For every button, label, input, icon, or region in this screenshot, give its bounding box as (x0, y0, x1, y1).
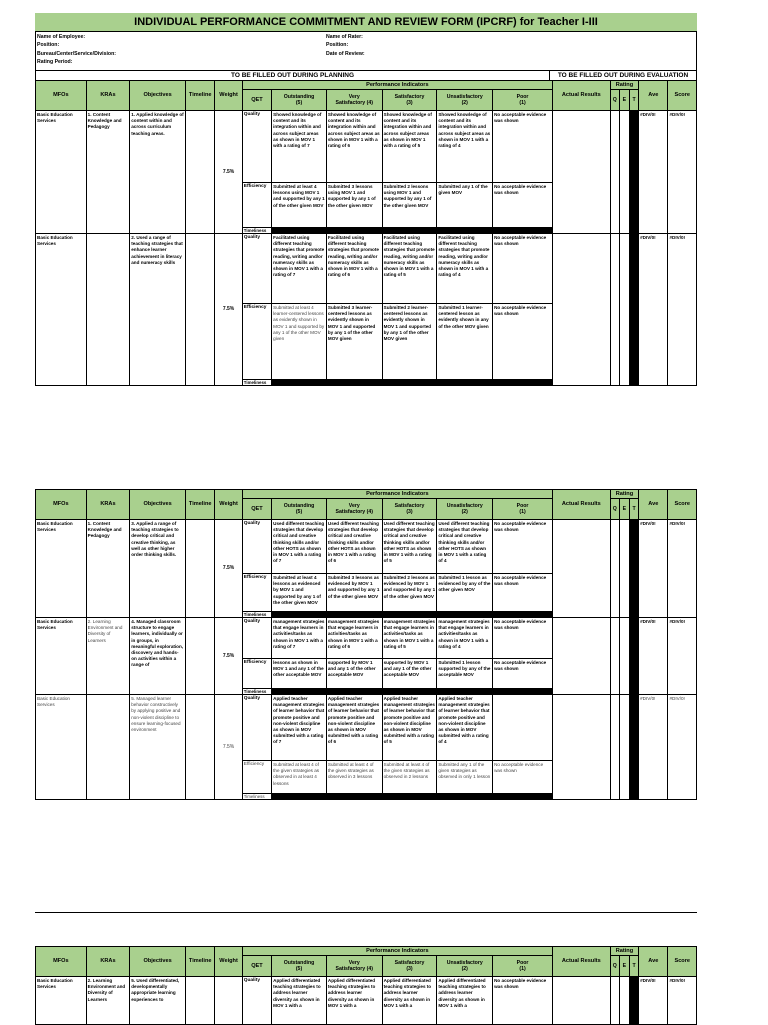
indicator-cell: Submitted at least 4 of the given strategies as observed in at least 4 lessons (272, 761, 327, 794)
indicator-cell: Facilitated using different teaching strategies that promote reading, writing and/or numeracy skills as shown in MOV 1 with a rating of 6 (326, 234, 382, 304)
ave-cell: #DIV/0! (639, 618, 668, 695)
quality-label: Quality (242, 618, 271, 659)
header-kras: KRAs (86, 81, 130, 111)
rating-t-blocked (629, 618, 638, 695)
very-satisfactory-label: Very (348, 94, 360, 100)
header-score: Score (668, 947, 697, 977)
objective-cell: 2. Used a range of teaching strategies that enhance learner achievement in literacy and numeracy skills (130, 234, 186, 386)
indicator-cell: No acceptable evidence was shown (493, 618, 553, 659)
poor-score: (1) (519, 966, 526, 972)
quality-label: Quality (242, 111, 271, 183)
indicator-cell: Showed knowledge of content and its integration within and across subject areas as shown in MOV 1 with a rating of 5 (382, 111, 437, 183)
indicator-cell: Applied teacher management strategies of learner behavior that promote positive and non-violent discipline as shown in MOV submitted with a rating of 6 (326, 695, 382, 761)
objective-cell: 3. Applied a range of teaching strategies to develop critical and creative thinking, as well as other higher order thinking skills. (130, 520, 186, 618)
weight-cell: 7.5% (215, 695, 242, 800)
indicator-cell: Submitted 3 lessons as evidenced by MOV 1 and supported by any 1 of the other given MOV (326, 574, 382, 612)
timeline-cell[interactable] (186, 234, 215, 386)
header-rating: Rating (610, 81, 638, 90)
very-satisfactory-label: Very (348, 960, 360, 966)
kra-cell (86, 695, 130, 800)
satisfactory-score: (3) (406, 100, 413, 106)
header-unsatisfactory (437, 499, 493, 520)
score-cell: #DIV/0! (668, 111, 697, 234)
objective-cell: 4. Managed classroom structure to engage learners, individually or in groups, in meaningful exploration, discovery and hands-on activities within a range of (130, 618, 186, 695)
satisfactory-score: (3) (406, 966, 413, 972)
header-weight: Weight (215, 81, 242, 111)
indicator-cell: Showed knowledge of content and its integration within and across subject areas as shown in MOV 1 with a rating of 7 (272, 111, 327, 183)
indicator-cell: Applied differentiated teaching strategies to address learner diversity as shown in MOV 1 with a (326, 977, 382, 1025)
mfo-cell: Basic Education Services (36, 234, 87, 386)
ave-cell: #DIV/0! (639, 520, 668, 618)
timeliness-label: Timeliness (242, 228, 271, 234)
indicator-cell: Submitted at least 4 of the given strategies as observed in 3 lessons (326, 761, 382, 794)
kra-cell: 1. Content Knowledge and Pedagogy (86, 111, 130, 234)
indicator-cell: supported by MOV 1 and any 1 of the other acceptable MOV (326, 659, 382, 689)
indicator-cell: Submitted 2 lessons using MOV 1 and supported by any 1 of the other given MOV (382, 183, 437, 228)
weight-cell (215, 977, 242, 1025)
weight-cell: 7.5% (215, 618, 242, 695)
header-performance-indicators: Performance Indicators (242, 490, 552, 499)
header-rating-e: E (619, 956, 629, 977)
indicator-cell: Submitted 3 learner-centered lessons as evidently shown in MOV 1 and supported by any 1 of the other MOV given (326, 304, 382, 380)
header-rating-t: T (629, 90, 638, 111)
header-performance-indicators: Performance Indicators (242, 947, 552, 956)
header-rating: Rating (610, 947, 638, 956)
timeliness-label: Timeliness (242, 380, 271, 386)
header-outstanding (272, 90, 327, 111)
header-rating-e: E (619, 499, 629, 520)
page-divider (35, 912, 697, 913)
kra-cell: 2. Learning Environment and Diversity of Learners (86, 618, 130, 695)
timeline-cell[interactable] (186, 520, 215, 618)
rating-e-input[interactable] (619, 618, 629, 695)
timeliness-blocked (272, 794, 553, 800)
header-rating: Rating (610, 490, 638, 499)
kra-cell (86, 234, 130, 386)
header-qet: QET (242, 956, 271, 977)
employee-name-label: Name of Employee: (37, 34, 86, 40)
ipcrf-table-page2 (35, 489, 697, 800)
phase-bar (35, 71, 697, 80)
actual-results-input[interactable] (552, 520, 610, 618)
header-ave: Ave (639, 490, 668, 520)
header-rating-q: Q (610, 499, 619, 520)
header-objectives: Objectives (130, 81, 186, 111)
rating-t-blocked (629, 111, 638, 234)
unsatisfactory-label: Unsatisfactory (446, 960, 483, 966)
quality-label: Quality (242, 520, 271, 574)
kra-cell: 2. Learning Environment and Diversity of Learners (86, 977, 130, 1025)
header-actual-results: Actual Results (552, 947, 610, 977)
header-kras: KRAs (86, 947, 130, 977)
header-weight: Weight (215, 490, 242, 520)
outstanding-score: (5) (295, 966, 303, 972)
efficiency-label: Efficiency (242, 183, 271, 228)
timeliness-label: Timeliness (242, 612, 271, 618)
very-satisfactory-score: Satisfactory (4) (335, 966, 373, 972)
ave-cell: #DIV/0! (639, 111, 668, 234)
quality-label: Quality (242, 234, 271, 304)
indicator-cell: Showed knowledge of content and its integration within and across subject areas as shown in MOV 1 with a rating of 4 (437, 111, 493, 183)
unsatisfactory-score: (2) (461, 100, 468, 106)
quality-label: Quality (242, 977, 271, 1025)
very-satisfactory-score: Satisfactory (4) (335, 509, 373, 515)
indicator-cell (493, 695, 553, 761)
objective-cell: 5. Managed learner behavior constructively by applying positive and non-violent discipline to ensure learning-focused environment (130, 695, 186, 800)
header-outstanding (272, 956, 327, 977)
indicator-cell: Submitted at least 4 learner-centered lessons as evidently shown in MOV 1 and supported by any 1 of the other MOV given (272, 304, 327, 380)
unsatisfactory-label: Unsatisfactory (446, 503, 483, 509)
actual-results-input[interactable] (552, 618, 610, 695)
header-poor (493, 499, 553, 520)
header-outstanding (272, 499, 327, 520)
indicator-cell: No acceptable evidence was shown (493, 659, 553, 689)
timeline-cell[interactable] (186, 977, 215, 1025)
ave-cell: #DIV/0! (639, 234, 668, 386)
score-cell: #DIV/0! (668, 695, 697, 800)
rating-q-input[interactable] (610, 618, 619, 695)
evaluation-label: TO BE FILLED OUT DURING EVALUATION (550, 71, 697, 80)
employee-info-left (37, 33, 116, 67)
ipcrf-table-page3 (35, 946, 697, 1025)
header-timeline: Timeline (186, 947, 215, 977)
mfo-cell: Basic Education Services (36, 618, 87, 695)
poor-score: (1) (519, 100, 526, 106)
header-mfos: MFOs (36, 81, 87, 111)
poor-label: Poor (516, 503, 529, 509)
date-of-review-label: Date of Review: (326, 50, 365, 57)
header-satisfactory (382, 90, 437, 111)
indicator-cell: No acceptable evidence was shown (493, 183, 553, 228)
indicator-cell: Submitted 1 lesson as evidenced by any of the other given MOV (437, 574, 493, 612)
score-cell: #DIV/0! (668, 618, 697, 695)
header-score: Score (668, 490, 697, 520)
quality-label: Quality (242, 695, 271, 761)
weight-cell: 7.5% (215, 111, 242, 234)
very-satisfactory-label: Very (348, 503, 360, 509)
header-ave: Ave (639, 81, 668, 111)
rating-q-input[interactable] (610, 695, 619, 800)
weight-cell: 7.5% (215, 520, 242, 618)
indicator-cell: Submitted 2 lessons as evidenced by MOV 1 and supported by any 1 of the other given MOV (382, 574, 437, 612)
efficiency-label: Efficiency (242, 304, 271, 380)
header-satisfactory (382, 499, 437, 520)
timeliness-label: Timeliness (242, 689, 271, 695)
efficiency-label: Efficiency (242, 761, 271, 794)
header-mfos: MFOs (36, 490, 87, 520)
header-unsatisfactory (437, 956, 493, 977)
header-qet: QET (242, 499, 271, 520)
header-rating-q: Q (610, 90, 619, 111)
indicator-cell: Applied differentiated teaching strategies to address learner diversity as shown in MOV 1 with a (382, 977, 437, 1025)
rating-q-input[interactable] (610, 234, 619, 386)
timeliness-label: Timeliness (242, 794, 271, 800)
efficiency-label: Efficiency (242, 659, 271, 689)
outstanding-label: Outstanding (283, 503, 315, 509)
indicator-cell: Used different teaching strategies that develop critical and creative thinking skills and/or other HOTS as shown in MOV 1 with a rating of 6 (326, 520, 382, 574)
score-cell: #DIV/0! (668, 234, 697, 386)
planning-label: TO BE FILLED OUT DURING PLANNING (35, 71, 550, 80)
indicator-cell: Submitted 1 learner-centered lesson as evidently shown in any of the other MOV given (437, 304, 493, 380)
indicator-cell: Facilitated using different teaching strategies that promote reading, writing and/or numeracy skills as shown in MOV 1 with a rating of 7 (272, 234, 327, 304)
indicator-cell: management strategies that engage learners in activities/tasks as shown in MOV 1 with a rating of 5 (382, 618, 437, 659)
satisfactory-label: Satisfactory (394, 94, 425, 100)
timeliness-blocked (272, 380, 553, 386)
score-cell: #DIV/0! (668, 977, 697, 1025)
header-rating-t: T (629, 499, 638, 520)
score-cell: #DIV/0! (668, 520, 697, 618)
ipcrf-table-page1 (35, 80, 697, 386)
header-very-satisfactory (326, 956, 382, 977)
poor-score: (1) (519, 509, 526, 515)
indicator-cell: management strategies that engage learners in activities/tasks as shown in MOV 1 with a rating of 6 (326, 618, 382, 659)
rater-name-label: Name of Rater: (326, 34, 363, 40)
actual-results-input[interactable] (552, 111, 610, 234)
rating-q-input[interactable] (610, 977, 619, 1025)
position-label: Position: (37, 42, 60, 49)
objective-cell: 5. Used differentiated, developmentally appropriate learning experiences to (130, 977, 186, 1025)
very-satisfactory-score: Satisfactory (4) (335, 100, 373, 106)
header-very-satisfactory (326, 499, 382, 520)
indicator-cell: No acceptable evidence was shown (493, 234, 553, 304)
indicator-cell: management strategies that engage learners in activities/tasks as shown in MOV 1 with a rating of 7 (272, 618, 327, 659)
rating-t-blocked (629, 520, 638, 618)
indicator-cell: Used different teaching strategies that develop critical and creative thinking skills and/or other HOTS as shown in MOV 1 with a rating of 5 (382, 520, 437, 574)
employee-info-box (35, 31, 697, 71)
outstanding-score: (5) (295, 509, 303, 515)
satisfactory-score: (3) (406, 509, 413, 515)
poor-label: Poor (516, 94, 529, 100)
outstanding-score: (5) (295, 100, 303, 106)
indicator-cell: Showed knowledge of content and its integration within and across subject areas as shown in MOV 1 with a rating of 6 (326, 111, 382, 183)
rating-t-blocked (629, 234, 638, 386)
header-mfos: MFOs (36, 947, 87, 977)
timeline-cell[interactable] (186, 618, 215, 695)
mfo-cell: Basic Education Services (36, 977, 87, 1025)
rating-t-blocked (629, 695, 638, 800)
indicator-cell: lessons as shown in MOV 1 and any 1 of the other acceptable MOV (272, 659, 327, 689)
indicator-cell: Used different teaching strategies that develop critical and creative thinking skills and/or other HOTS as shown in MOV 1 with a rating of 7 (272, 520, 327, 574)
efficiency-label: Efficiency (242, 574, 271, 612)
mfo-cell: Basic Education Services (36, 111, 87, 234)
form-title: INDIVIDUAL PERFORMANCE COMMITMENT AND REVIEW FORM (IPCRF) for Teacher I-III (35, 13, 697, 31)
header-kras: KRAs (86, 490, 130, 520)
header-objectives: Objectives (130, 947, 186, 977)
header-objectives: Objectives (130, 490, 186, 520)
weight-cell: 7.5% (215, 234, 242, 386)
unsatisfactory-label: Unsatisfactory (446, 94, 483, 100)
mfo-cell: Basic Education Services (36, 695, 87, 800)
header-score: Score (668, 81, 697, 111)
actual-results-input[interactable] (552, 234, 610, 386)
header-unsatisfactory (437, 90, 493, 111)
header-rating-e: E (619, 90, 629, 111)
header-rating-q: Q (610, 956, 619, 977)
rating-q-input[interactable] (610, 520, 619, 618)
indicator-cell: Submitted at least 4 of the given strategies as observed in 2 lessons (382, 761, 437, 794)
indicator-cell: No acceptable evidence was shown (493, 574, 553, 612)
unsatisfactory-score: (2) (461, 509, 468, 515)
rater-info-right (326, 33, 365, 58)
indicator-cell: Submitted at least 4 lessons using MOV 1 and supported by any 1 of the other given MOV (272, 183, 327, 228)
indicator-cell: Submitted any 1 of the given MOV (437, 183, 493, 228)
indicator-cell: Submitted any 1 of the given strategies as observed in only 1 lesson (437, 761, 493, 794)
header-rating-t: T (629, 956, 638, 977)
indicator-cell: Applied teacher management strategies of learner behavior that promote positive and non-violent discipline as shown in MOV submitted with a rating of 7 (272, 695, 327, 761)
rating-e-input[interactable] (619, 695, 629, 800)
indicator-cell: Applied teacher management strategies of learner behavior that promote positive and non-violent discipline as shown in MOV submitted with a rating of 5 (382, 695, 437, 761)
indicator-cell: No acceptable evidence was shown (493, 761, 553, 794)
rating-e-input[interactable] (619, 977, 629, 1025)
header-ave: Ave (639, 947, 668, 977)
indicator-cell: Applied teacher management strategies of learner behavior that promote positive and non-violent discipline as shown in MOV submitted with a rating of 4 (437, 695, 493, 761)
unsatisfactory-score: (2) (461, 966, 468, 972)
indicator-cell: Facilitated using different teaching strategies that promote reading, writing and/or numeracy skills as shown in MOV 1 with a rating of 4 (437, 234, 493, 304)
bureau-label: Bureau/Center/Service/Division: (37, 50, 116, 57)
ave-cell: #DIV/0! (639, 977, 668, 1025)
rating-e-input[interactable] (619, 234, 629, 386)
header-actual-results: Actual Results (552, 490, 610, 520)
indicator-cell: Submitted 2 learner-centered lessons as evidently shown in MOV 1 and supported by any 1 of the other MOV given (382, 304, 437, 380)
actual-results-input[interactable] (552, 977, 610, 1025)
header-timeline: Timeline (186, 490, 215, 520)
rater-position-label: Position: (326, 42, 349, 49)
rating-t-blocked (629, 977, 638, 1025)
indicator-cell: supported by MOV 1 and any 1 of the other acceptable MOV (382, 659, 437, 689)
header-qet: QET (242, 90, 271, 111)
indicator-cell: Facilitated using different teaching strategies that promote reading, writing and/or numeracy skills as shown in MOV 1 with a rating of 5 (382, 234, 437, 304)
rating-q-input[interactable] (610, 111, 619, 234)
header-weight: Weight (215, 947, 242, 977)
mfo-cell: Basic Education Services (36, 520, 87, 618)
header-very-satisfactory (326, 90, 382, 111)
outstanding-label: Outstanding (283, 960, 315, 966)
indicator-cell: Applied differentiated teaching strategies to address learner diversity as shown in MOV 1 with a (272, 977, 327, 1025)
indicator-cell: No acceptable evidence was shown (493, 304, 553, 380)
rating-period-label: Rating Period: (37, 59, 73, 66)
indicator-cell: No acceptable evidence was shown (493, 520, 553, 574)
header-poor (493, 90, 553, 111)
header-timeline: Timeline (186, 81, 215, 111)
indicator-cell: management strategies that engage learners in activities/tasks as shown in MOV 1 with a rating of 4 (437, 618, 493, 659)
indicator-cell: Used different teaching strategies that develop critical and creative thinking skills and/or other HOTS as shown in MOV 1 with a rating of 4 (437, 520, 493, 574)
indicator-cell: No acceptable evidence was shown (493, 977, 553, 1025)
indicator-cell: Submitted 3 lessons using MOV 1 and supported by any 1 of the other given MOV (326, 183, 382, 228)
timeline-cell[interactable] (186, 111, 215, 234)
rating-e-input[interactable] (619, 520, 629, 618)
rating-e-input[interactable] (619, 111, 629, 234)
kra-cell: 1. Content Knowledge and Pedagogy (86, 520, 130, 618)
poor-label: Poor (516, 960, 529, 966)
objective-cell: 1. Applied knowledge of content within and across curriculum teaching areas. (130, 111, 186, 234)
header-actual-results: Actual Results (552, 81, 610, 111)
indicator-cell: No acceptable evidence was shown (493, 111, 553, 183)
satisfactory-label: Satisfactory (394, 960, 425, 966)
header-satisfactory (382, 956, 437, 977)
actual-results-input[interactable] (552, 695, 610, 800)
header-poor (493, 956, 553, 977)
header-performance-indicators: Performance Indicators (242, 81, 552, 90)
indicator-cell: Submitted 1 lesson supported by any of the acceptable MOV (437, 659, 493, 689)
timeline-cell[interactable] (186, 695, 215, 800)
outstanding-label: Outstanding (283, 94, 315, 100)
indicator-cell: Applied differentiated teaching strategies to address learner diversity as shown in MOV 1 with a (437, 977, 493, 1025)
indicator-cell: Submitted at least 4 lessons as evidenced by MOV 1 and supported by any 1 of the other given MOV (272, 574, 327, 612)
satisfactory-label: Satisfactory (394, 503, 425, 509)
ave-cell: #DIV/0! (639, 695, 668, 800)
